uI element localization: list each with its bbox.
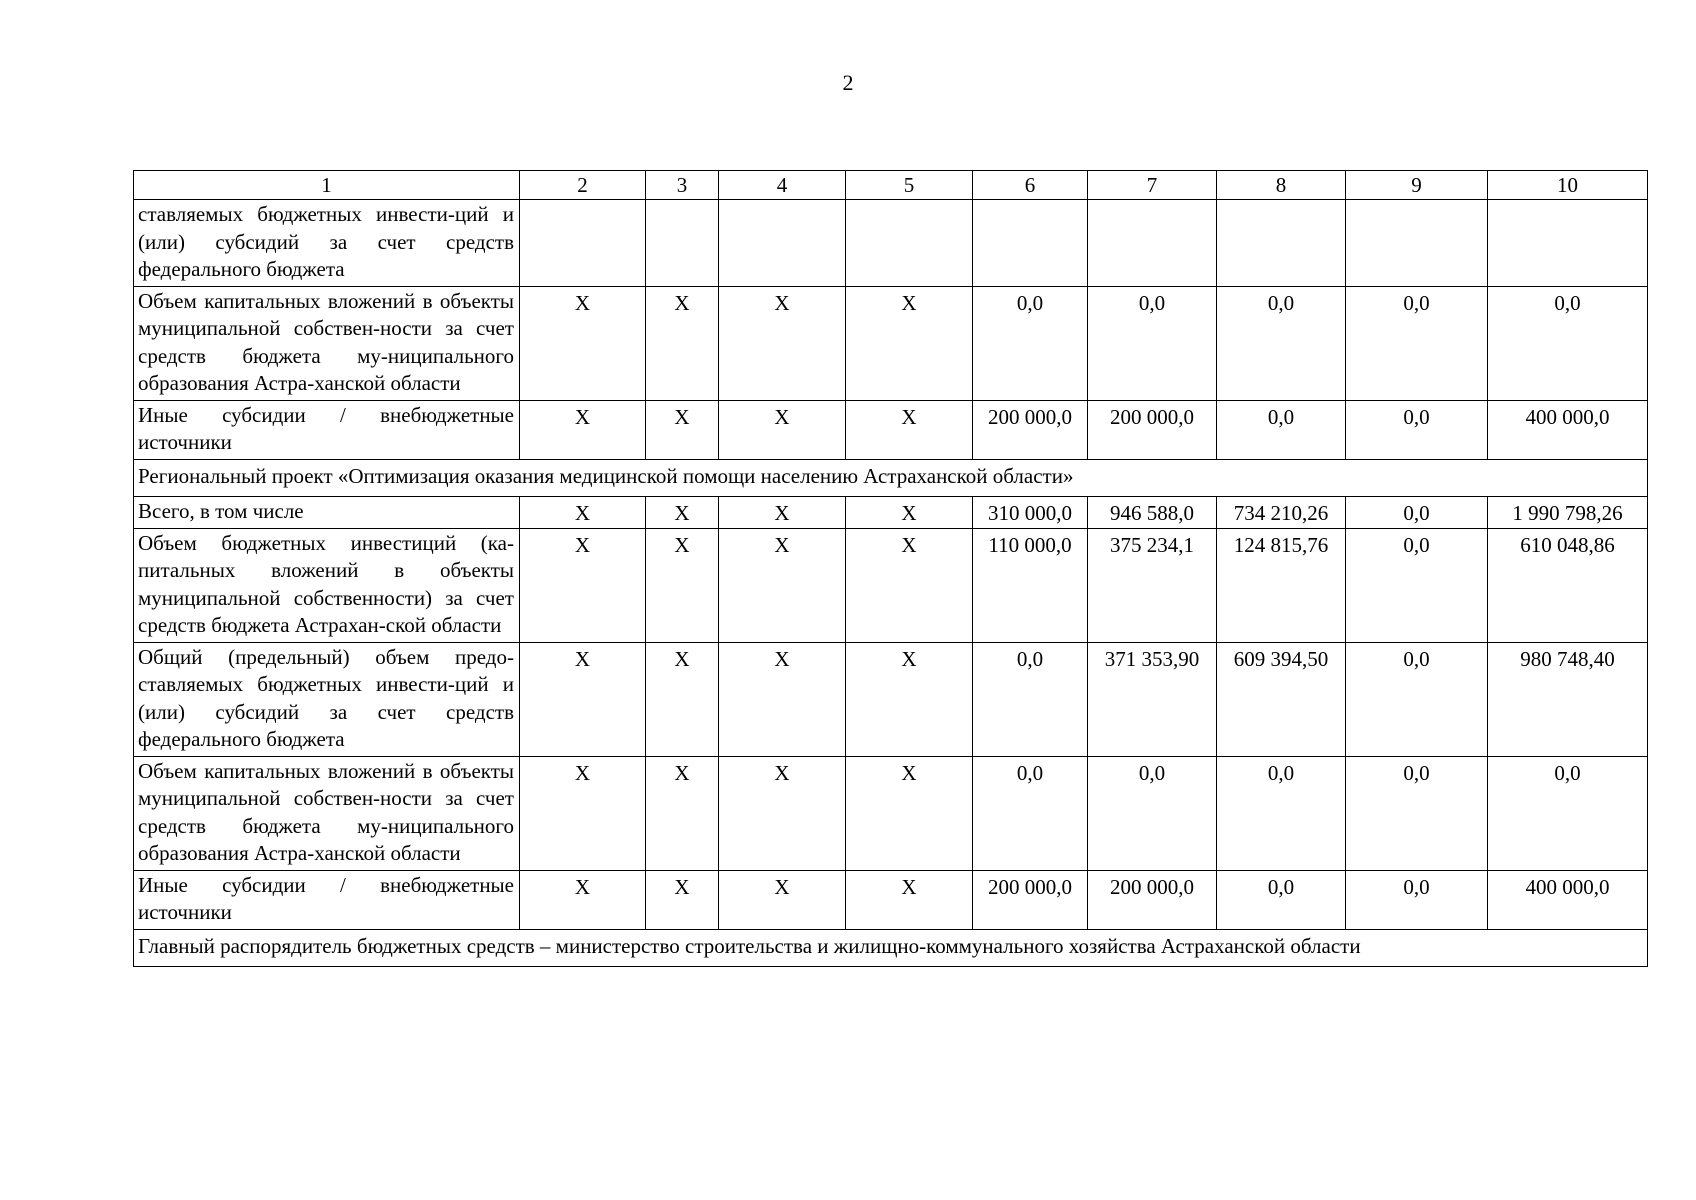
cell-col-5 — [846, 200, 973, 287]
cell-col-9: 0,0 — [1346, 400, 1488, 459]
cell-col-2: X — [520, 756, 646, 870]
cell-col-7: 0,0 — [1088, 756, 1217, 870]
row-label: ставляемых бюджетных инвести-ций и (или) субсидий за счет средств федерального бюджета — [134, 200, 520, 287]
column-header-4: 4 — [719, 171, 846, 200]
cell-col-4 — [719, 200, 846, 287]
cell-col-3: X — [646, 528, 719, 642]
cell-col-4: X — [719, 400, 846, 459]
cell-col-6: 110 000,0 — [973, 528, 1088, 642]
cell-col-8: 734 210,26 — [1217, 497, 1346, 529]
cell-col-8: 0,0 — [1217, 756, 1346, 870]
column-header-10: 10 — [1488, 171, 1648, 200]
cell-col-9: 0,0 — [1346, 870, 1488, 929]
row-label: Всего, в том числе — [134, 497, 520, 529]
cell-col-9: 0,0 — [1346, 756, 1488, 870]
cell-col-5: X — [846, 756, 973, 870]
cell-col-3: X — [646, 642, 719, 756]
row-label: Иные субсидии / внебюджетные источники — [134, 870, 520, 929]
cell-col-9: 0,0 — [1346, 497, 1488, 529]
cell-col-4: X — [719, 870, 846, 929]
cell-col-3: X — [646, 400, 719, 459]
column-header-8: 8 — [1217, 171, 1346, 200]
row-regional-project — [134, 459, 1648, 497]
cell-col-5: X — [846, 870, 973, 929]
cell-col-2: X — [520, 497, 646, 529]
cell-col-6: 310 000,0 — [973, 497, 1088, 529]
cell-col-3 — [646, 200, 719, 287]
cell-col-10 — [1488, 200, 1648, 287]
column-header-3: 3 — [646, 171, 719, 200]
cell-col-7: 371 353,90 — [1088, 642, 1217, 756]
cell-col-9 — [1346, 200, 1488, 287]
row-chief-administrator — [134, 929, 1648, 967]
cell-col-10: 980 748,40 — [1488, 642, 1648, 756]
row-label: Объем капитальных вложений в объекты муниципальной собствен-ности за счет средств бюджета му-ниципального образования Астра-ханской области — [134, 286, 520, 400]
cell-col-5: X — [846, 286, 973, 400]
column-header-6: 6 — [973, 171, 1088, 200]
row-federal-limit — [134, 642, 1648, 756]
cell-col-7: 946 588,0 — [1088, 497, 1217, 529]
cell-col-9: 0,0 — [1346, 286, 1488, 400]
cell-col-4: X — [719, 528, 846, 642]
cell-col-6: 0,0 — [973, 756, 1088, 870]
row-total — [134, 497, 1648, 529]
cell-col-5: X — [846, 400, 973, 459]
column-header-5: 5 — [846, 171, 973, 200]
cell-col-7: 200 000,0 — [1088, 870, 1217, 929]
cell-col-4: X — [719, 756, 846, 870]
cell-col-8: 0,0 — [1217, 286, 1346, 400]
budget-table — [133, 170, 1648, 967]
table-body — [134, 200, 1648, 967]
cell-col-4: X — [719, 642, 846, 756]
page-number: 2 — [842, 70, 854, 95]
cell-col-5: X — [846, 497, 973, 529]
cell-col-6: 0,0 — [973, 286, 1088, 400]
cell-col-2: X — [520, 870, 646, 929]
cell-col-7: 0,0 — [1088, 286, 1217, 400]
cell-col-9: 0,0 — [1346, 528, 1488, 642]
column-header-7: 7 — [1088, 171, 1217, 200]
cell-col-3: X — [646, 756, 719, 870]
cell-col-4: X — [719, 497, 846, 529]
cell-col-7 — [1088, 200, 1217, 287]
row-budget-investments — [134, 528, 1648, 642]
cell-col-3: X — [646, 286, 719, 400]
cell-col-6: 0,0 — [973, 642, 1088, 756]
cell-col-7: 375 234,1 — [1088, 528, 1217, 642]
row-label: Общий (предельный) объем предо-ставляемых бюджетных инвести-ций и (или) субсидий за счет средств федерального бюджета — [134, 642, 520, 756]
cell-col-10: 400 000,0 — [1488, 870, 1648, 929]
cell-col-6 — [973, 200, 1088, 287]
row-other-subsidies-2 — [134, 870, 1648, 929]
row-other-subsidies — [134, 400, 1648, 459]
row-label: Объем капитальных вложений в объекты муниципальной собствен-ности за счет средств бюджета му-ниципального образования Астра-ханской области — [134, 756, 520, 870]
cell-col-8: 0,0 — [1217, 870, 1346, 929]
cell-col-6: 200 000,0 — [973, 400, 1088, 459]
cell-col-8: 0,0 — [1217, 400, 1346, 459]
cell-col-2: X — [520, 642, 646, 756]
cell-col-4: X — [719, 286, 846, 400]
cell-col-6: 200 000,0 — [973, 870, 1088, 929]
cell-col-10: 610 048,86 — [1488, 528, 1648, 642]
cell-col-8 — [1217, 200, 1346, 287]
cell-col-3: X — [646, 497, 719, 529]
cell-col-8: 609 394,50 — [1217, 642, 1346, 756]
cell-col-10: 400 000,0 — [1488, 400, 1648, 459]
cell-col-5: X — [846, 528, 973, 642]
cell-col-2 — [520, 200, 646, 287]
column-header-2: 2 — [520, 171, 646, 200]
header-row — [134, 171, 1648, 200]
cell-col-8: 124 815,76 — [1217, 528, 1346, 642]
cell-col-2: X — [520, 286, 646, 400]
row-label: Иные субсидии / внебюджетные источники — [134, 400, 520, 459]
cell-col-10: 1 990 798,26 — [1488, 497, 1648, 529]
column-header-9: 9 — [1346, 171, 1488, 200]
cell-col-10: 0,0 — [1488, 286, 1648, 400]
cell-col-2: X — [520, 400, 646, 459]
cell-col-2: X — [520, 528, 646, 642]
section-title: Региональный проект «Оптимизация оказания медицинской помощи населению Астраханской области» — [134, 459, 1648, 497]
cell-col-5: X — [846, 642, 973, 756]
cell-col-7: 200 000,0 — [1088, 400, 1217, 459]
cell-col-3: X — [646, 870, 719, 929]
column-header-1: 1 — [134, 171, 520, 200]
cell-col-9: 0,0 — [1346, 642, 1488, 756]
row-capital-municipal-2 — [134, 756, 1648, 870]
row-capital-municipal — [134, 286, 1648, 400]
row-label: Объем бюджетных инвестиций (ка-питальных вложений в объекты муниципальной собственности) за счет средств бюджета Астрахан-ской области — [134, 528, 520, 642]
row-continuation — [134, 200, 1648, 287]
section-title: Главный распорядитель бюджетных средств – министерство строительства и жилищно-коммунального хозяйства Астраханской области — [134, 929, 1648, 967]
cell-col-10: 0,0 — [1488, 756, 1648, 870]
